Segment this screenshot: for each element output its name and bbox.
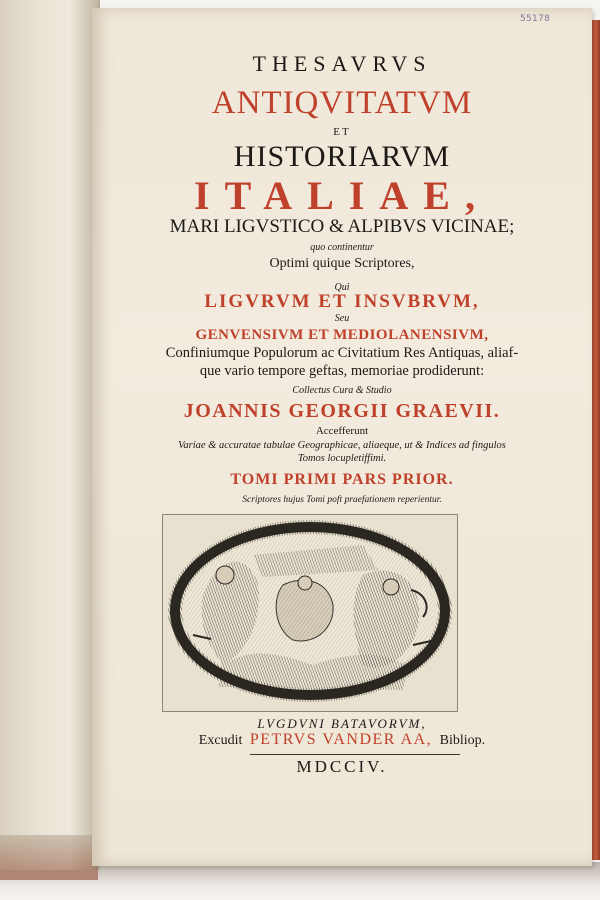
title-line-5: ITALIAE, <box>194 173 490 218</box>
left-flyleaf <box>0 0 100 870</box>
title-line-10: LIGVRVM ET INSVBRVM, <box>204 291 480 312</box>
imprint-printer: PETRVS VANDER AA, <box>249 731 433 748</box>
title-line-15: Collectus Cura & Studio <box>292 385 392 396</box>
title-line-13: Confiniumque Populorum ac Civitatium Res Antiquas, aliaf- <box>165 345 519 361</box>
binding-corner <box>0 835 98 880</box>
title-line-4: HISTORIARVM <box>233 140 451 173</box>
title-line-19: Tomos locupletiffimi. <box>297 453 387 464</box>
engraved-vignette <box>162 514 458 712</box>
shelfmark: 55178 <box>520 14 551 24</box>
title-line-8: Optimi quique Scriptores, <box>269 256 415 271</box>
title-line-16: JOANNIS GEORGII GRAEVII. <box>183 400 501 422</box>
title-line-21: Scriptores hujus Tomi poft praefationem reperientur. <box>242 495 442 505</box>
title-line-3: ET <box>333 126 351 138</box>
imprint-year: MDCCIV. <box>296 757 388 776</box>
title-line-1: THESAVRVS <box>252 51 432 76</box>
title-line-9: Qui <box>334 282 350 293</box>
imprint-line <box>92 731 592 749</box>
title-line-17: Accefferunt <box>315 425 369 437</box>
title-line-6: MARI LIGVSTICO & ALPIBVS VICINAE; <box>169 216 515 237</box>
imprint-place: LVGDVNI BATAVORVM, <box>257 716 427 731</box>
title-line-7: quo continentur <box>310 242 374 253</box>
title-line-2: ANTIQVITATVM <box>211 85 473 121</box>
title-line-11: Seu <box>334 313 350 324</box>
imprint-bibliop: Bibliop. <box>439 733 486 748</box>
imprint-rule <box>250 754 460 755</box>
title-line-12: GENVENSIVM ET MEDIOLANENSIVM, <box>195 327 489 343</box>
allegorical-engraving-image <box>163 515 457 711</box>
imprint-excudit: Excudit <box>198 733 243 748</box>
title-line-18: Variae & accuratae tabulae Geographicae, aliaeque, ut & Indices ad fingulos <box>178 440 506 451</box>
title-line-14: que vario tempore geftas, memoriae prodiderunt: <box>199 363 485 379</box>
title-line-20: TOMI PRIMI PARS PRIOR. <box>230 471 454 488</box>
